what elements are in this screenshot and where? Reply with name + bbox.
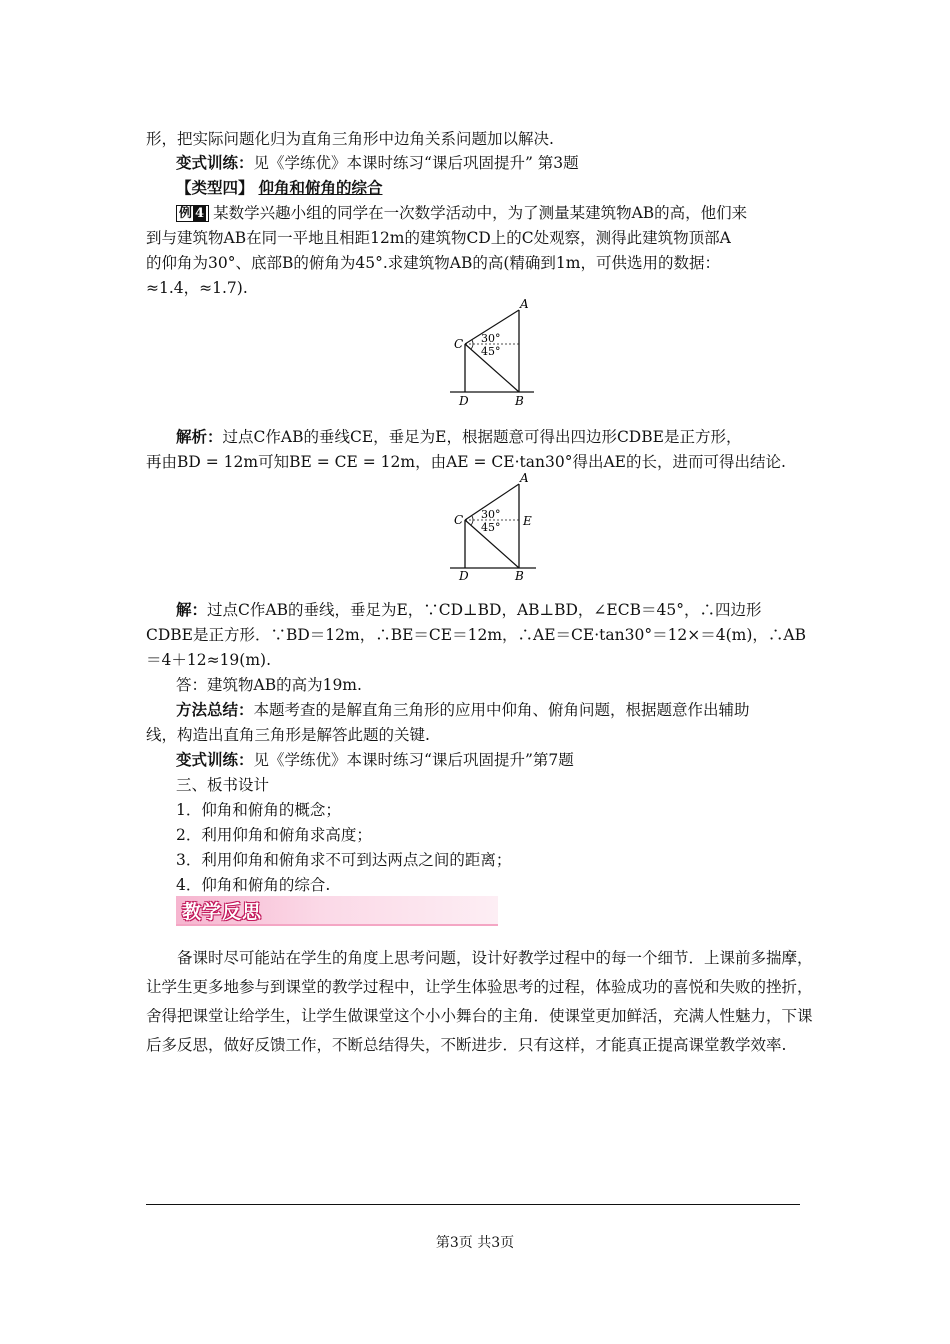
solution-line-2: CDBE是正方形．∵BD＝12m，∴BE＝CE＝12m，∴AE＝CE·tan30°＝12×＝4(m)，∴AB [146, 626, 807, 644]
building-diagram-2 [450, 470, 550, 582]
answer-line: 答：建筑物AB的高为19m. [176, 676, 362, 694]
label-d: D [459, 569, 469, 582]
board-item-4: 4．仰角和俯角的综合. [176, 876, 331, 894]
method-text: 本题考查的是解直角三角形的应用中仰角、俯角问题，根据题意作出辅助 [253, 701, 750, 719]
example-badge [176, 205, 209, 222]
figure-2 [450, 470, 550, 582]
variant-training-2 [176, 748, 836, 772]
example-line-2: 到与建筑物AB在同一平地且相距12m的建筑物CD上的C处观察，测得此建筑物顶部A [146, 229, 731, 247]
method-label: 方法总结： [176, 700, 254, 719]
analysis-line-1 [176, 425, 836, 449]
analysis-line-2: 再由BD = 12m可知BE = CE = 12m，由AE = CE·tan30°得出AE的长，进而可得出结论. [146, 453, 786, 471]
angle-30: 30° [481, 508, 501, 521]
solution-line-1 [176, 598, 836, 622]
label-a: A [520, 471, 529, 485]
analysis-text: 过点C作AB的垂线CE，垂足为E，根据题意可得出四边形CDBE是正方形， [222, 428, 742, 446]
angle-30: 30° [481, 332, 501, 345]
method-summary-line-1 [176, 698, 836, 722]
analysis-label: 解析： [176, 427, 223, 446]
example-badge-text: 例 [179, 206, 193, 221]
label-d: D [459, 394, 469, 408]
method-summary-line-2: 线，构造出直角三角形是解答此题的关键. [146, 726, 430, 744]
solution-label: 解： [176, 600, 208, 619]
example-text: 某数学兴趣小组的同学在一次数学活动中，为了测量某建筑物AB的高，他们来 [213, 204, 748, 222]
example-badge-number: 4 [195, 206, 205, 221]
label-b: B [515, 394, 524, 408]
text-line: 形，把实际问题化归为直角三角形中边角关系问题加以解决. [146, 130, 554, 148]
variant-text: 见《学练优》本课时练习“课后巩固提升” 第3题 [253, 154, 579, 172]
label-b: B [515, 569, 524, 582]
label-a: A [520, 298, 529, 311]
reflection-banner [176, 896, 498, 926]
board-item-1: 1．仰角和俯角的概念； [176, 801, 341, 819]
example-line-1 [176, 201, 836, 225]
type-four-heading [176, 176, 836, 200]
page-number: 第3页 共3页 [435, 1235, 515, 1251]
angle-45: 45° [481, 345, 501, 358]
figure-1 [450, 298, 540, 410]
variant-label: 变式训练： [176, 153, 254, 172]
label-c: C [454, 513, 464, 527]
variant-text: 见《学练优》本课时练习“课后巩固提升”第7题 [253, 751, 574, 769]
board-item-2: 2．利用仰角和俯角求高度； [176, 826, 372, 844]
solution-text: 过点C作AB的垂线，垂足为E，∵CD⊥BD，AB⊥BD，∠ECB＝45°，∴四边形 [207, 601, 762, 619]
board-design-heading: 三、板书设计 [176, 776, 270, 794]
type-label: 【类型四】 [176, 178, 254, 197]
type-title: 仰角和俯角的综合 [258, 178, 383, 197]
building-diagram-1 [450, 298, 540, 410]
label-c: C [454, 337, 464, 351]
example-line-4: ≈1.4，≈1.7). [146, 279, 248, 297]
label-e: E [523, 514, 532, 528]
angle-45: 45° [481, 521, 501, 534]
variant-label: 变式训练： [176, 750, 254, 769]
variant-training-1 [176, 151, 836, 175]
board-item-3: 3．利用仰角和俯角求不可到达两点之间的距离； [176, 851, 512, 869]
footer-divider [146, 1204, 800, 1205]
reflection-banner-title: 教学反思 [182, 901, 263, 923]
example-line-3: 的仰角为30°、底部B的俯角为45°.求建筑物AB的高(精确到1m，可供选用的数据： [146, 254, 720, 272]
reflection-paragraph: 备课时尽可能站在学生的角度上思考问题，设计好教学过程中的每一个细节．上课前多揣摩，让学生更多地参与到课堂的教学过程中，让学生体验思考的过程，体验成功的喜悦和失败的挫折，舍得把课堂让给学生，让学生做课堂这个小小舞台的主角．使课堂更加鲜活，充满人性魅力，下课后多反思，做好反馈工作，不断总结得失，不断进步．只有这样，才能真正提高课堂教学效率. [146, 949, 813, 1054]
solution-line-3: ＝4＋12≈19(m). [146, 651, 272, 669]
